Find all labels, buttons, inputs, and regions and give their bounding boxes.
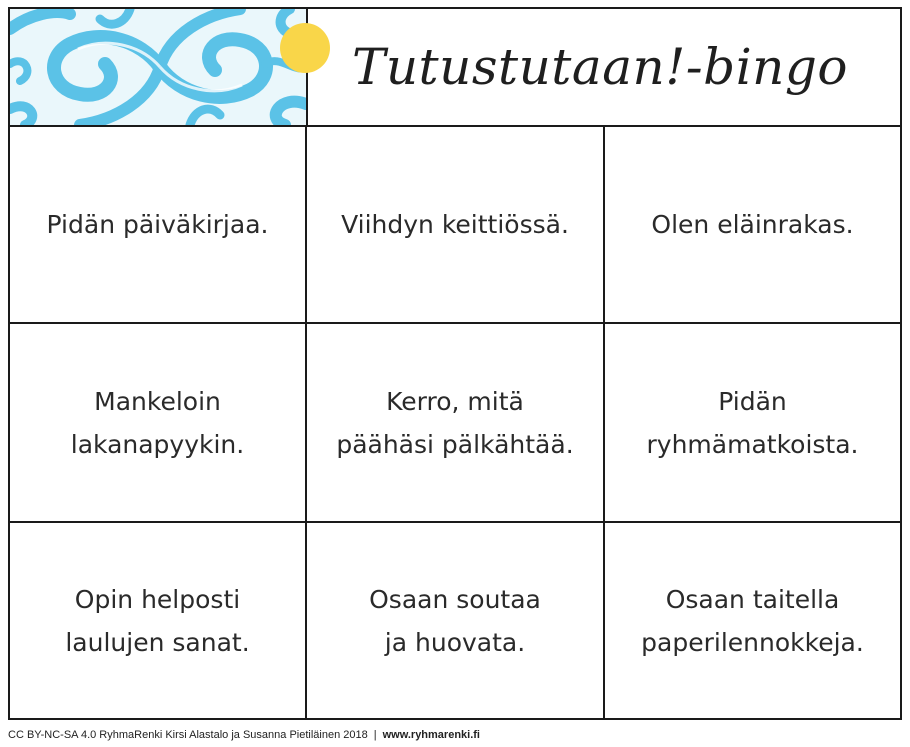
- bingo-cell-line: Viihdyn keittiössä.: [341, 210, 569, 239]
- bingo-cell-line: Kerro, mitä: [386, 386, 524, 416]
- bingo-cell-line: Pidän: [718, 386, 787, 416]
- bingo-cell-text: [336, 380, 573, 466]
- bingo-cell-line: päähäsi pälkähtää.: [336, 429, 574, 459]
- bingo-cell-line: laulujen sanat.: [65, 627, 250, 657]
- bingo-cell-text: [65, 578, 249, 664]
- footer-separator: |: [373, 729, 377, 741]
- sun-circle-icon: [280, 23, 330, 73]
- bingo-cell[interactable]: [605, 324, 900, 523]
- bingo-cell[interactable]: [605, 523, 900, 718]
- bingo-cell-line: ja huovata.: [384, 627, 526, 657]
- bingo-cell-line: ryhmämatkoista.: [646, 429, 859, 459]
- bingo-cell[interactable]: [307, 127, 605, 324]
- bingo-cell[interactable]: [10, 127, 307, 324]
- bingo-grid: [10, 127, 900, 718]
- bingo-cell[interactable]: [10, 523, 307, 718]
- bingo-cell-text: [647, 380, 859, 466]
- website-link[interactable]: www.ryhmarenki.fi: [382, 729, 480, 741]
- bingo-cell-line: Pidän päiväkirjaa.: [46, 210, 269, 239]
- bingo-cell-text: [47, 203, 269, 246]
- bingo-cell-line: Mankeloin: [94, 386, 221, 416]
- swirl-pattern-graphic: [10, 9, 306, 125]
- header: [10, 9, 900, 127]
- bingo-cell-line: Osaan soutaa: [369, 584, 541, 614]
- decorative-swirl-pattern: [10, 9, 308, 125]
- bingo-cell[interactable]: [605, 127, 900, 324]
- bingo-cell[interactable]: [307, 324, 605, 523]
- license-text: CC BY-NC-SA 4.0 RyhmaRenki Kirsi Alastalo ja Susanna Pietiläinen 2018: [8, 729, 368, 741]
- bingo-cell-text: [641, 578, 864, 664]
- bingo-cell[interactable]: [10, 324, 307, 523]
- bingo-cell-line: Osaan taitella: [665, 584, 840, 614]
- bingo-cell-text: [369, 578, 541, 664]
- bingo-cell-text: [341, 203, 569, 246]
- bingo-cell-line: Olen eläinrakas.: [651, 210, 854, 239]
- bingo-sheet: [8, 7, 902, 720]
- bingo-cell-text: [651, 203, 853, 246]
- bingo-cell-text: [71, 380, 244, 466]
- page-title: Tutustutaan!-bingo: [351, 38, 848, 96]
- bingo-cell-line: Opin helposti: [74, 584, 241, 614]
- bingo-cell[interactable]: [307, 523, 605, 718]
- bingo-cell-line: paperilennokkeja.: [641, 627, 864, 657]
- footer: [8, 726, 902, 744]
- bingo-cell-line: lakanapyykin.: [70, 429, 245, 459]
